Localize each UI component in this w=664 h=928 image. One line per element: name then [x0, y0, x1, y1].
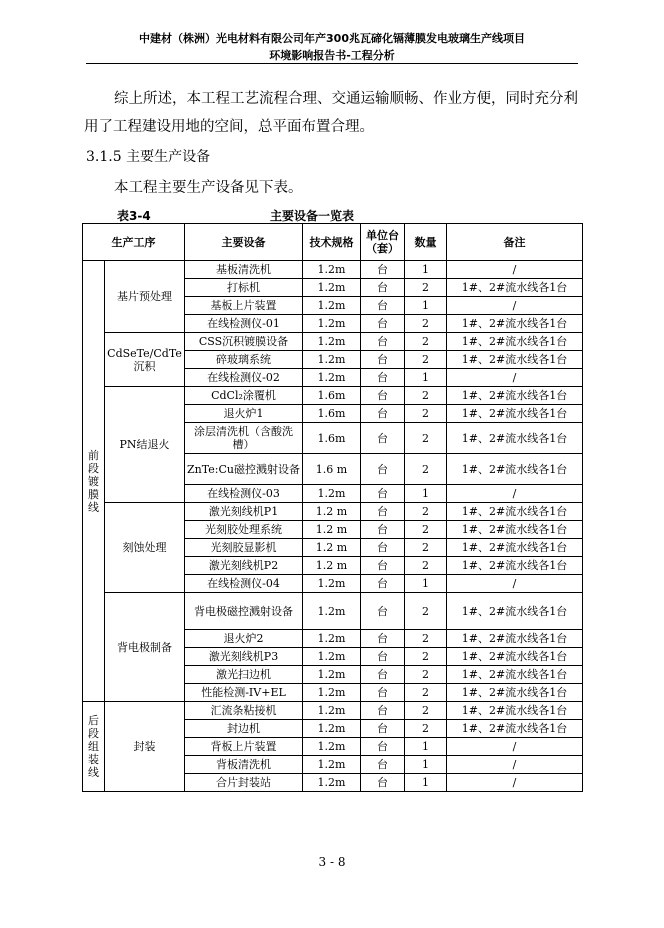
cell-qty: 1 — [405, 369, 447, 387]
header-process: 生产工序 — [83, 224, 185, 261]
cell-qty: 2 — [405, 666, 447, 684]
cell-qty: 2 — [405, 557, 447, 575]
cell-qty: 2 — [405, 315, 447, 333]
cell-name: CdCl₂涂覆机 — [185, 387, 303, 405]
cell-name: 激光刻线机P2 — [185, 557, 303, 575]
cell-qty: 2 — [405, 630, 447, 648]
cell-name: 碎玻璃系统 — [185, 351, 303, 369]
cell-remark: 1#、2#流水线各1台 — [447, 423, 583, 454]
cell-spec: 1.2m — [303, 630, 361, 648]
header-unit: 单位台（套） — [361, 224, 405, 261]
page-number: 3 - 8 — [318, 855, 346, 869]
cell-spec: 1.2m — [303, 333, 361, 351]
cell-name: 在线检测仪-04 — [185, 575, 303, 593]
cell-qty: 1 — [405, 575, 447, 593]
cell-name: 退火炉2 — [185, 630, 303, 648]
cell-name: 激光刻线机P1 — [185, 503, 303, 521]
cell-remark: 1#、2#流水线各1台 — [447, 593, 583, 630]
cell-name: 光刻胶显影机 — [185, 539, 303, 557]
cell-remark: 1#、2#流水线各1台 — [447, 333, 583, 351]
cell-qty: 2 — [405, 539, 447, 557]
cell-unit: 台 — [361, 684, 405, 702]
cell-unit: 台 — [361, 738, 405, 756]
cell-unit: 台 — [361, 539, 405, 557]
cell-remark: 1#、2#流水线各1台 — [447, 648, 583, 666]
cell-name: CSS沉积镀膜设备 — [185, 333, 303, 351]
cell-spec: 1.6m — [303, 387, 361, 405]
cell-unit: 台 — [361, 503, 405, 521]
cell-remark: / — [447, 369, 583, 387]
cell-name: 性能检测-IV+EL — [185, 684, 303, 702]
cell-remark: 1#、2#流水线各1台 — [447, 279, 583, 297]
cell-unit: 台 — [361, 575, 405, 593]
cell-name: 合片封装站 — [185, 774, 303, 792]
cell-spec: 1.6m — [303, 405, 361, 423]
cell-name: 涂层清洗机（含酸洗槽） — [185, 423, 303, 454]
cell-name: 汇流条粘接机 — [185, 702, 303, 720]
cell-qty: 1 — [405, 774, 447, 792]
cell-remark: 1#、2#流水线各1台 — [447, 666, 583, 684]
cell-spec: 1.2m — [303, 575, 361, 593]
stage-cell: 封装 — [105, 702, 185, 792]
cell-spec: 1.2m — [303, 666, 361, 684]
cell-remark: / — [447, 738, 583, 756]
conclusion-paragraph: 综上所述，本工程工艺流程合理、交通运输顺畅、作业方便，同时充分利用了工程建设用地的空间，总平面布置合理。 — [84, 91, 578, 135]
cell-qty: 1 — [405, 485, 447, 503]
section-heading: 3.1.5 主要生产设备 — [86, 149, 211, 165]
cell-unit: 台 — [361, 405, 405, 423]
cell-name: 基板清洗机 — [185, 261, 303, 279]
cell-name: 光刻胶处理系统 — [185, 521, 303, 539]
cell-spec: 1.2m — [303, 485, 361, 503]
cell-remark: 1#、2#流水线各1台 — [447, 387, 583, 405]
intro-paragraph: 本工程主要生产设备见下表。 — [114, 180, 303, 196]
cell-spec: 1.2m — [303, 648, 361, 666]
table-number: 表3-4 — [117, 209, 151, 223]
cell-name: 激光刻线机P3 — [185, 648, 303, 666]
line-group-cell: 后段组装线 — [83, 702, 105, 792]
cell-name: 退火炉1 — [185, 405, 303, 423]
cell-qty: 1 — [405, 738, 447, 756]
table-row — [83, 503, 583, 521]
cell-spec: 1.2 m — [303, 557, 361, 575]
cell-unit: 台 — [361, 387, 405, 405]
cell-qty: 2 — [405, 521, 447, 539]
cell-spec: 1.2m — [303, 738, 361, 756]
header-qty: 数量 — [405, 224, 447, 261]
stage-cell: 刻蚀处理 — [105, 503, 185, 593]
cell-spec: 1.2m — [303, 702, 361, 720]
cell-spec: 1.2m — [303, 684, 361, 702]
cell-remark: / — [447, 261, 583, 279]
cell-qty: 2 — [405, 405, 447, 423]
cell-unit: 台 — [361, 702, 405, 720]
cell-remark: 1#、2#流水线各1台 — [447, 557, 583, 575]
cell-unit: 台 — [361, 297, 405, 315]
cell-remark: / — [447, 756, 583, 774]
line-group-cell: 前段镀膜线 — [83, 261, 105, 702]
cell-remark: 1#、2#流水线各1台 — [447, 702, 583, 720]
cell-remark: 1#、2#流水线各1台 — [447, 454, 583, 485]
cell-spec: 1.2m — [303, 351, 361, 369]
table-caption: 主要设备一览表 — [270, 209, 355, 223]
cell-unit: 台 — [361, 333, 405, 351]
cell-unit: 台 — [361, 557, 405, 575]
table-row — [83, 261, 583, 279]
equipment-table — [82, 223, 583, 792]
cell-unit: 台 — [361, 756, 405, 774]
cell-qty: 2 — [405, 720, 447, 738]
cell-unit: 台 — [361, 279, 405, 297]
cell-remark: 1#、2#流水线各1台 — [447, 630, 583, 648]
document-header-title: 中建材（株洲）光电材料有限公司年产300兆瓦碲化镉薄膜发电玻璃生产线项目 — [139, 32, 525, 45]
cell-name: 在线检测仪-02 — [185, 369, 303, 387]
cell-name: 激光扫边机 — [185, 666, 303, 684]
stage-cell: 背电极制备 — [105, 593, 185, 702]
cell-name: 背板上片装置 — [185, 738, 303, 756]
cell-remark: 1#、2#流水线各1台 — [447, 351, 583, 369]
cell-spec: 1.6 m — [303, 454, 361, 485]
cell-spec: 1.2m — [303, 297, 361, 315]
cell-unit: 台 — [361, 485, 405, 503]
cell-unit: 台 — [361, 666, 405, 684]
header-rule — [86, 63, 578, 64]
cell-qty: 2 — [405, 387, 447, 405]
cell-remark: / — [447, 485, 583, 503]
header-remark: 备注 — [447, 224, 583, 261]
cell-qty: 2 — [405, 593, 447, 630]
cell-qty: 2 — [405, 279, 447, 297]
cell-unit: 台 — [361, 774, 405, 792]
cell-qty: 2 — [405, 503, 447, 521]
stage-cell: CdSeTe/CdTe沉积 — [105, 333, 185, 387]
table-row — [83, 702, 583, 720]
table-header-row — [83, 224, 583, 261]
table-row — [83, 593, 583, 630]
cell-spec: 1.2 m — [303, 503, 361, 521]
cell-qty: 2 — [405, 351, 447, 369]
cell-remark: / — [447, 297, 583, 315]
cell-qty: 2 — [405, 423, 447, 454]
cell-qty: 1 — [405, 297, 447, 315]
cell-name: ZnTe:Cu磁控溅射设备 — [185, 454, 303, 485]
header-equipment: 主要设备 — [185, 224, 303, 261]
table-row — [83, 387, 583, 405]
cell-name: 封边机 — [185, 720, 303, 738]
cell-qty: 2 — [405, 684, 447, 702]
cell-remark: 1#、2#流水线各1台 — [447, 315, 583, 333]
cell-qty: 2 — [405, 702, 447, 720]
cell-qty: 2 — [405, 333, 447, 351]
cell-remark: 1#、2#流水线各1台 — [447, 521, 583, 539]
cell-name: 打标机 — [185, 279, 303, 297]
cell-qty: 2 — [405, 454, 447, 485]
cell-spec: 1.6m — [303, 423, 361, 454]
cell-qty: 1 — [405, 261, 447, 279]
header-spec: 技术规格 — [303, 224, 361, 261]
cell-spec: 1.2 m — [303, 539, 361, 557]
cell-spec: 1.2m — [303, 315, 361, 333]
cell-spec: 1.2m — [303, 593, 361, 630]
cell-unit: 台 — [361, 261, 405, 279]
cell-name: 背电极磁控溅射设备 — [185, 593, 303, 630]
cell-spec: 1.2m — [303, 756, 361, 774]
cell-unit: 台 — [361, 593, 405, 630]
cell-spec: 1.2m — [303, 720, 361, 738]
cell-name: 基板上片装置 — [185, 297, 303, 315]
table-row — [83, 333, 583, 351]
cell-unit: 台 — [361, 315, 405, 333]
cell-qty: 1 — [405, 756, 447, 774]
cell-remark: 1#、2#流水线各1台 — [447, 539, 583, 557]
cell-spec: 1.2m — [303, 261, 361, 279]
cell-remark: 1#、2#流水线各1台 — [447, 684, 583, 702]
cell-name: 在线检测仪-03 — [185, 485, 303, 503]
cell-spec: 1.2m — [303, 369, 361, 387]
cell-unit: 台 — [361, 521, 405, 539]
cell-spec: 1.2m — [303, 279, 361, 297]
cell-spec: 1.2m — [303, 774, 361, 792]
cell-qty: 2 — [405, 648, 447, 666]
cell-unit: 台 — [361, 720, 405, 738]
cell-spec: 1.2 m — [303, 521, 361, 539]
cell-unit: 台 — [361, 454, 405, 485]
cell-remark: / — [447, 575, 583, 593]
cell-unit: 台 — [361, 648, 405, 666]
cell-remark: 1#、2#流水线各1台 — [447, 405, 583, 423]
cell-name: 在线检测仪-01 — [185, 315, 303, 333]
cell-unit: 台 — [361, 423, 405, 454]
cell-unit: 台 — [361, 630, 405, 648]
cell-unit: 台 — [361, 351, 405, 369]
cell-remark: 1#、2#流水线各1台 — [447, 720, 583, 738]
cell-unit: 台 — [361, 369, 405, 387]
cell-remark: 1#、2#流水线各1台 — [447, 503, 583, 521]
stage-cell: 基片预处理 — [105, 261, 185, 333]
stage-cell: PN结退火 — [105, 387, 185, 503]
cell-name: 背板清洗机 — [185, 756, 303, 774]
cell-remark: / — [447, 774, 583, 792]
document-header-subtitle: 环境影响报告书-工程分析 — [269, 49, 395, 62]
